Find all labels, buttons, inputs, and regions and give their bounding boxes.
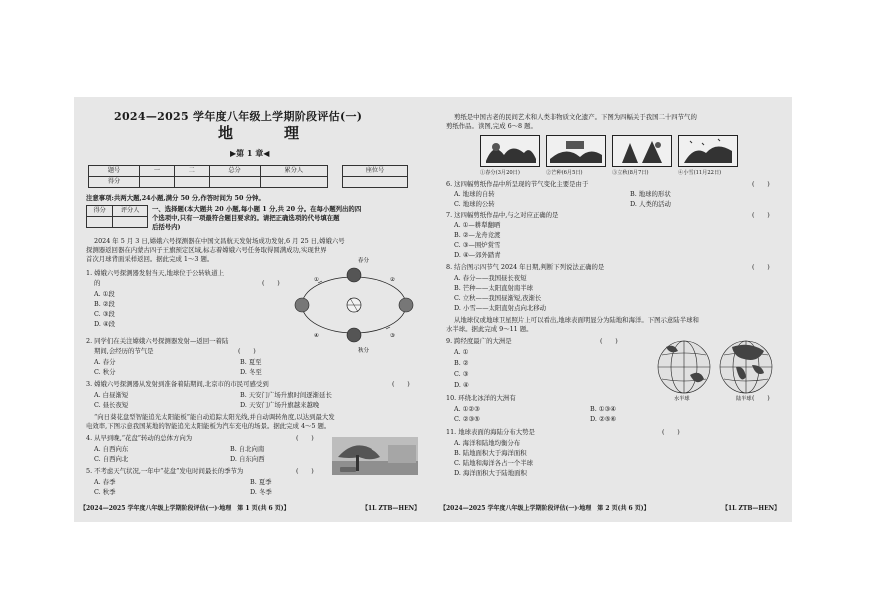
q6-answer-paren: ( ) xyxy=(752,180,770,188)
notes: 注意事项:共两大题,24小题,满分 50 分,作答时间为 50 分钟。 xyxy=(86,194,265,202)
score-cell xyxy=(140,177,175,188)
passage1-line3: 首次月球背面采样返回。据此完成 1～3 题。 xyxy=(86,255,214,263)
grader-table xyxy=(86,205,148,228)
q8-answer-paren: ( ) xyxy=(752,263,770,271)
subject-title: 地 理 xyxy=(218,124,318,142)
q4-option: A. 自西向东 xyxy=(94,445,129,453)
q2-option: C. 秋分 xyxy=(94,368,116,376)
orbit-n2: ② xyxy=(390,277,395,283)
q1-stem-2: 的 xyxy=(94,279,101,287)
q9-option: D. ④ xyxy=(454,381,469,389)
q1-option: C. ③段 xyxy=(94,310,115,318)
passage3-line2: 水半球。据此完成 9～11 题。 xyxy=(446,325,533,333)
footer-left: 【2024—2025 学年度八年级上学期阶段评估(一)·地理 第 2 页(共 6 页)】 xyxy=(440,505,650,512)
score-header: 一 xyxy=(140,166,175,177)
section1-line3: 后括号内) xyxy=(152,223,181,231)
orbit-n1: ① xyxy=(314,277,319,283)
q1-option: A. ①段 xyxy=(94,290,115,298)
q10-option: C. ②③⑤ xyxy=(454,415,480,423)
q10-answer-paren: ( ) xyxy=(752,394,770,402)
exam-sheet xyxy=(74,97,792,522)
footer-left: 【2024—2025 学年度八年级上学期阶段评估(一)·地理 第 1 页(共 6 页)】 xyxy=(80,505,290,512)
hemisphere-land-label: 陆半球 xyxy=(736,396,752,401)
q7-answer-paren: ( ) xyxy=(752,211,770,219)
q4-option: D. 自东向西 xyxy=(230,455,265,463)
q5-option: C. 秋季 xyxy=(94,488,116,496)
q9-option: B. ② xyxy=(454,359,469,367)
q8-option: A. 春分——我国昼长夜短 xyxy=(454,274,527,282)
q1-option: B. ②段 xyxy=(94,300,115,308)
q7-option: D. ④—郊外踏青 xyxy=(454,251,501,259)
q11-option: C. 陆地和海洋各占一个半球 xyxy=(454,459,534,467)
seat-table xyxy=(342,165,408,188)
q7-option: B. ②—龙舟竞渡 xyxy=(454,231,501,239)
grader-cell xyxy=(87,217,113,228)
q1-option: D. ④段 xyxy=(94,320,116,328)
grader-score: 得分 xyxy=(87,206,113,217)
intro-line1: 剪纸是中国古老的民间艺术和人类非物质文化遗产。下图为四幅关于我国二十四节气的 xyxy=(454,113,697,121)
hemisphere-water-label: 水半球 xyxy=(674,396,690,401)
q9-answer-paren: ( ) xyxy=(600,337,618,345)
section1-line2: 个选项中,只有一项最符合题目要求的。请把正确选项的代号填在题 xyxy=(152,214,340,222)
q4-option: C. 自西向北 xyxy=(94,455,129,463)
page-2 xyxy=(440,97,786,522)
seat-cell xyxy=(343,177,408,188)
q9-option: C. ③ xyxy=(454,370,469,378)
q3-option: A. 白昼渐短 xyxy=(94,391,129,399)
solar-tracker-photo xyxy=(332,437,418,475)
q4-stem: 4. 从早到晚,“花盘”转动的总体方向为 xyxy=(86,434,193,442)
q1-stem: 1. 嫦娥六号探测器发射当天,地球位于公转轨道上 xyxy=(86,269,224,277)
q8-option: B. 芒种——太阳直射南半球 xyxy=(454,284,534,292)
q6-option: D. 人类的活动 xyxy=(630,200,671,208)
q10-option: A. ①②③ xyxy=(454,405,480,413)
orbit-n4: ④ xyxy=(314,333,319,339)
grader-cell xyxy=(113,217,148,228)
paper-cut-caption: ②芒种(6月5日) xyxy=(546,170,583,176)
q7-stem: 7. 这四幅剪纸作品中,与之对应正确的是 xyxy=(446,211,559,219)
q6-option: C. 地球的公转 xyxy=(454,200,495,208)
hemisphere-maps xyxy=(650,339,780,401)
score-header: 总分 xyxy=(209,166,260,177)
orbit-autumn: 秋分 xyxy=(358,348,370,353)
q5-answer-paren: ( ) xyxy=(296,467,314,475)
page-1 xyxy=(80,97,426,522)
score-row-label: 得分 xyxy=(89,177,140,188)
grader-reviewer: 评分人 xyxy=(113,206,148,217)
passage1-line2: 探测器返回器在内蒙古四子王旗预定区域,标志着嫦娥六号任务取得圆满成功,实现世界 xyxy=(86,246,327,254)
q8-option: C. 立秋——我国昼渐短,夜渐长 xyxy=(454,294,542,302)
passage2-line1: “向日葵花盘型智能追光太阳能板”能自动追踪太阳光线,并自动调转角度,以达到最大发 xyxy=(94,413,335,421)
q9-option: A. ① xyxy=(454,348,469,356)
score-table xyxy=(88,165,328,188)
q7-option: A. ①—耕犁翻晒 xyxy=(454,221,501,229)
passage3-line1: 从地球仪或地球卫星照片上可以看出,地球表面明显分为陆地和海洋。下图示意陆半球和 xyxy=(454,316,699,324)
q2-stem-2: 期间,会经历的节气是 xyxy=(94,347,154,355)
q4-answer-paren: ( ) xyxy=(296,434,314,442)
orbit-diagram xyxy=(288,253,420,353)
score-cell xyxy=(260,177,327,188)
paper-cut-2 xyxy=(546,135,606,167)
paper-cut-caption: ④小雪(11月22日) xyxy=(678,170,722,176)
score-cell xyxy=(209,177,260,188)
q5-option: B. 夏季 xyxy=(250,478,272,486)
q2-stem: 2. 同学们在关注嫦娥六号探测器发射—返回一着陆 xyxy=(86,337,229,345)
passage2-line2: 电效率,下图示意我国某地的智能追光太阳能板为汽车充电的场景。据此完成 4～5 题。 xyxy=(86,422,331,430)
q7-option: C. ③—围炉赏雪 xyxy=(454,241,501,249)
q8-option: D. 小雪——太阳直射点向北移动 xyxy=(454,304,547,312)
q3-answer-paren: ( ) xyxy=(392,380,410,388)
q10-option: D. ②⑤⑥ xyxy=(590,415,617,423)
score-cell xyxy=(174,177,209,188)
chapter-label: ▶第 1 章◀ xyxy=(230,148,270,158)
q10-option: B. ①③④ xyxy=(590,405,616,413)
q11-answer-paren: ( ) xyxy=(662,428,680,436)
score-header: 题号 xyxy=(89,166,140,177)
q5-stem: 5. 不考虑天气状况,一年中“花盘”发电时间最长的季节为 xyxy=(86,467,244,475)
paper-cut-caption: ①春分(3月20日) xyxy=(480,170,520,176)
seat-label: 座位号 xyxy=(343,166,408,177)
q3-stem: 3. 嫦娥六号探测器从发射到准备着陆期间,北京市的市民可感受到 xyxy=(86,380,269,388)
q6-stem: 6. 这四幅剪纸作品中所呈现的节气变化主要是由于 xyxy=(446,180,589,188)
q3-option: B. 天安门广场升旗时间逐渐延长 xyxy=(240,391,332,399)
q2-option: D. 冬至 xyxy=(240,368,262,376)
exam-title: 2024—2025 学年度八年级上学期阶段评估(一) xyxy=(114,110,363,123)
score-header: 二 xyxy=(174,166,209,177)
q5-option: D. 冬季 xyxy=(250,488,272,496)
paper-cut-caption: ③立秋(8月7日) xyxy=(612,170,649,176)
q11-option: D. 海洋面积大于陆地面积 xyxy=(454,469,527,477)
q11-option: B. 陆地面积大于海洋面积 xyxy=(454,449,527,457)
orbit-n3: ③ xyxy=(390,333,395,339)
q2-option: A. 春分 xyxy=(94,358,116,366)
q5-option: A. 春季 xyxy=(94,478,116,486)
q3-option: D. 天安门广场升旗越来越晚 xyxy=(240,401,320,409)
section1-line1: 一、选择题(本大题共 20 小题,每小题 1 分,共 20 分。在每小题列出的四 xyxy=(152,205,362,213)
q10-stem: 10. 环绕北冰洋的大洲有 xyxy=(446,394,516,402)
q6-option: A. 地球的自转 xyxy=(454,190,495,198)
intro-line2: 剪纸作品。读图,完成 6～8 题。 xyxy=(446,122,537,130)
footer-code: 【1L ZTB—HEN】 xyxy=(362,505,421,512)
orbit-spring: 春分 xyxy=(358,258,370,264)
q9-stem: 9. 跨经度最广的大洲是 xyxy=(446,337,512,345)
q11-stem: 11. 地球表面的海陆分布大势是 xyxy=(446,428,535,436)
footer-code: 【1L ZTB—HEN】 xyxy=(722,505,781,512)
passage1-line1: 2024 年 5 月 3 日,嫦娥六号探测器在中国文昌航天发射场成功发射,6 月 25 日,嫦娥六号 xyxy=(94,237,345,245)
q6-option: B. 地球的形状 xyxy=(630,190,671,198)
paper-cut-3 xyxy=(612,135,672,167)
q4-option: B. 自北向南 xyxy=(230,445,265,453)
q1-answer-paren: ( ) xyxy=(262,279,280,287)
score-header: 累分人 xyxy=(260,166,327,177)
paper-cut-4 xyxy=(678,135,738,167)
q2-answer-paren: ( ) xyxy=(238,347,256,355)
q8-stem: 8. 结合图示四节气 2024 年日期,判断下列说法正确的是 xyxy=(446,263,605,271)
q2-option: B. 夏至 xyxy=(240,358,262,366)
q11-option: A. 海洋和陆地均衡分布 xyxy=(454,439,521,447)
paper-cut-1 xyxy=(480,135,540,167)
q3-option: C. 昼长夜短 xyxy=(94,401,129,409)
